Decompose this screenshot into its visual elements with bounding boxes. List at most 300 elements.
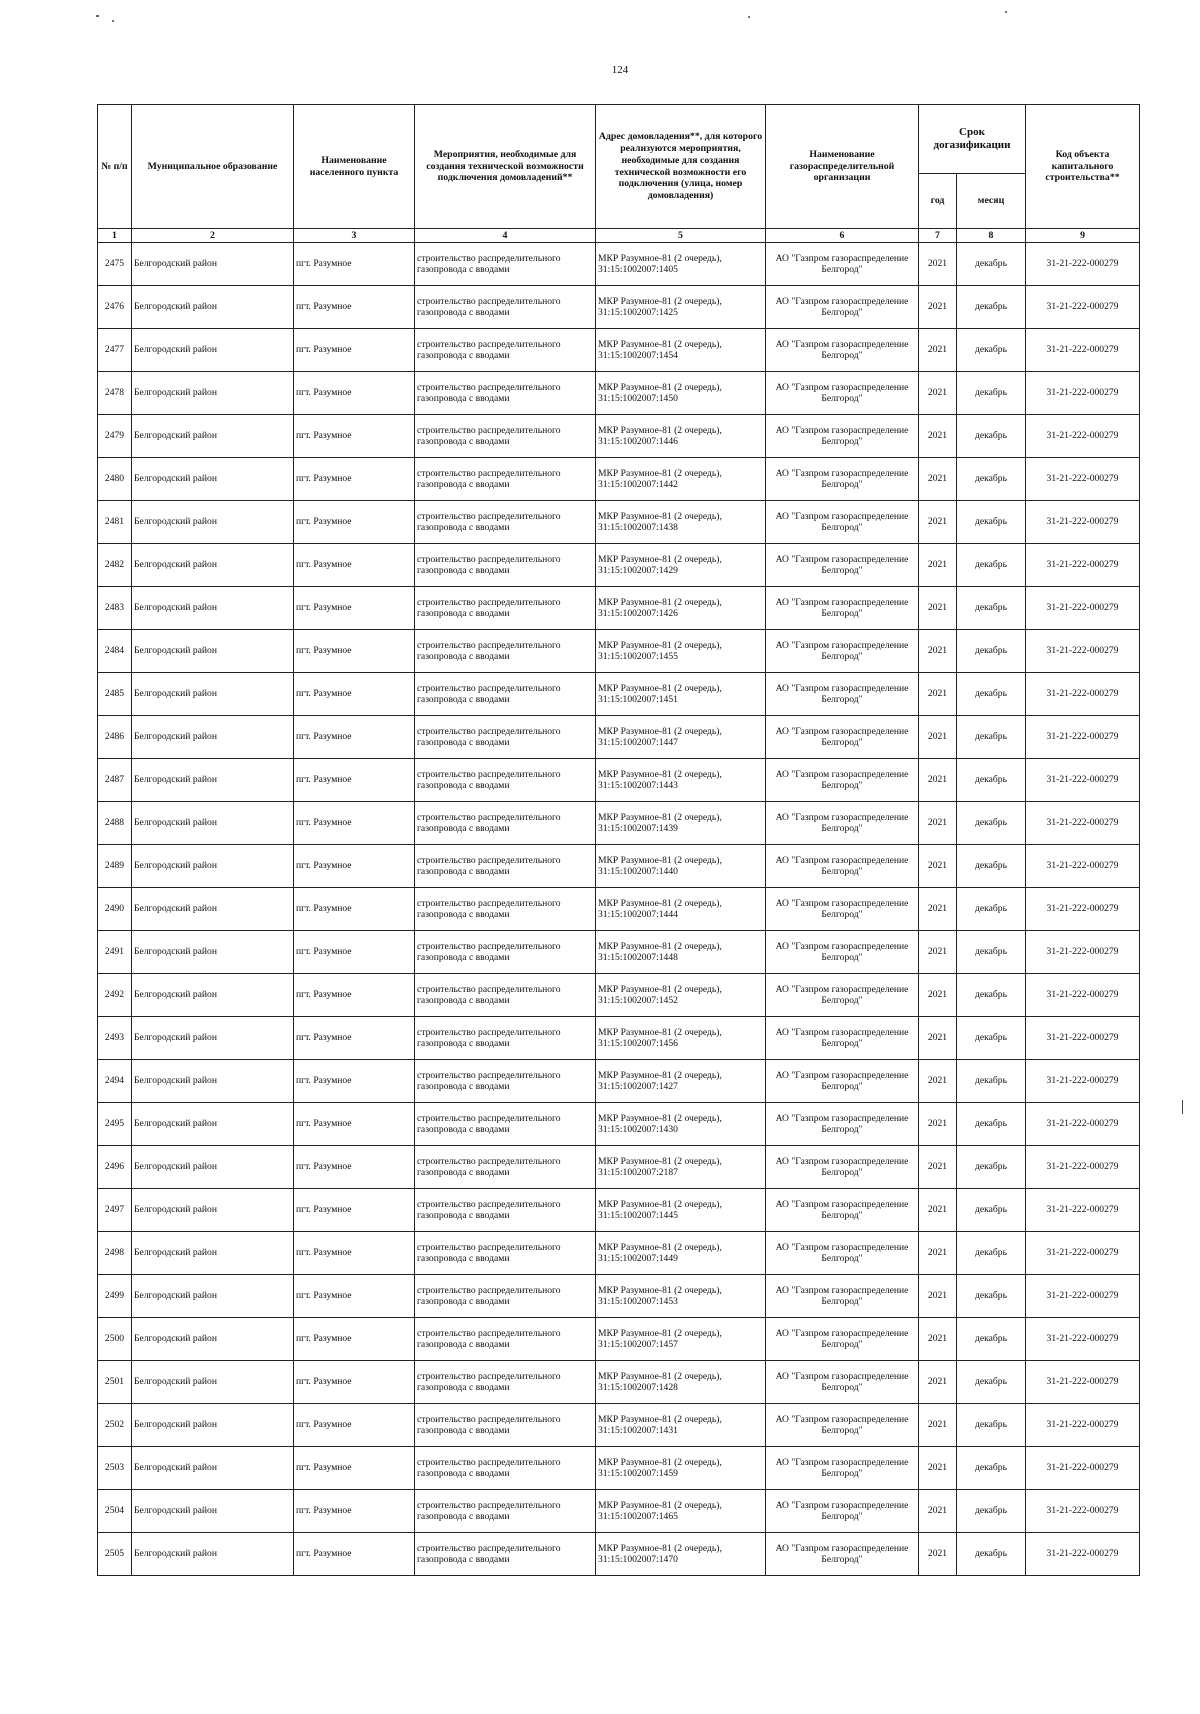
settlement-cell: пгт. Разумное [294,974,415,1017]
code-cell: 31-21-222-000279 [1026,673,1140,716]
organization-cell: АО "Газпром газораспределение Белгород" [766,1447,919,1490]
event-cell: строительство распределительного газопровода с вводами [415,1404,596,1447]
municipality-cell: Белгородский район [132,544,294,587]
row-number: 2493 [98,1017,132,1060]
column-number: 8 [957,229,1026,243]
column-number: 4 [415,229,596,243]
code-cell: 31-21-222-000279 [1026,372,1140,415]
table-row [98,716,1140,759]
settlement-cell: пгт. Разумное [294,1189,415,1232]
row-number: 2489 [98,845,132,888]
address-cell: МКР Разумное-81 (2 очередь), 31:15:1002007:1444 [596,888,766,931]
organization-cell: АО "Газпром газораспределение Белгород" [766,587,919,630]
settlement-cell: пгт. Разумное [294,372,415,415]
month-cell: декабрь [957,931,1026,974]
table-row [98,630,1140,673]
code-cell: 31-21-222-000279 [1026,1533,1140,1576]
event-cell: строительство распределительного газопровода с вводами [415,329,596,372]
year-cell: 2021 [919,544,957,587]
month-cell: декабрь [957,716,1026,759]
table-row [98,1232,1140,1275]
municipality-cell: Белгородский район [132,759,294,802]
header-code: Код объекта капитального строительства** [1026,105,1140,229]
header-row [98,105,1140,174]
table-row [98,673,1140,716]
year-cell: 2021 [919,501,957,544]
organization-cell: АО "Газпром газораспределение Белгород" [766,802,919,845]
municipality-cell: Белгородский район [132,974,294,1017]
month-cell: декабрь [957,458,1026,501]
municipality-cell: Белгородский район [132,931,294,974]
row-number: 2481 [98,501,132,544]
month-cell: декабрь [957,759,1026,802]
year-cell: 2021 [919,845,957,888]
settlement-cell: пгт. Разумное [294,1060,415,1103]
year-cell: 2021 [919,1318,957,1361]
row-number: 2477 [98,329,132,372]
event-cell: строительство распределительного газопровода с вводами [415,759,596,802]
settlement-cell: пгт. Разумное [294,802,415,845]
code-cell: 31-21-222-000279 [1026,587,1140,630]
table-row [98,1404,1140,1447]
organization-cell: АО "Газпром газораспределение Белгород" [766,931,919,974]
settlement-cell: пгт. Разумное [294,243,415,286]
table-row [98,974,1140,1017]
month-cell: декабрь [957,673,1026,716]
table-row [98,1361,1140,1404]
municipality-cell: Белгородский район [132,845,294,888]
year-cell: 2021 [919,673,957,716]
year-cell: 2021 [919,630,957,673]
organization-cell: АО "Газпром газораспределение Белгород" [766,974,919,1017]
header-organization: Наименование газораспределительной организации [766,105,919,229]
year-cell: 2021 [919,286,957,329]
code-cell: 31-21-222-000279 [1026,630,1140,673]
header-settlement: Наименование населенного пункта [294,105,415,229]
table-row [98,587,1140,630]
header-term: Срок догазификации [919,105,1026,174]
event-cell: строительство распределительного газопровода с вводами [415,1017,596,1060]
settlement-cell: пгт. Разумное [294,1404,415,1447]
code-cell: 31-21-222-000279 [1026,1490,1140,1533]
year-cell: 2021 [919,1017,957,1060]
month-cell: декабрь [957,329,1026,372]
municipality-cell: Белгородский район [132,415,294,458]
row-number: 2490 [98,888,132,931]
year-cell: 2021 [919,759,957,802]
municipality-cell: Белгородский район [132,1275,294,1318]
municipality-cell: Белгородский район [132,1060,294,1103]
month-cell: декабрь [957,1232,1026,1275]
scan-speck [748,16,750,18]
settlement-cell: пгт. Разумное [294,931,415,974]
table-row [98,1146,1140,1189]
address-cell: МКР Разумное-81 (2 очередь), 31:15:1002007:1457 [596,1318,766,1361]
table-row [98,1447,1140,1490]
address-cell: МКР Разумное-81 (2 очередь), 31:15:1002007:1439 [596,802,766,845]
settlement-cell: пгт. Разумное [294,1447,415,1490]
organization-cell: АО "Газпром газораспределение Белгород" [766,1275,919,1318]
page-number: 124 [611,64,629,76]
organization-cell: АО "Газпром газораспределение Белгород" [766,544,919,587]
settlement-cell: пгт. Разумное [294,1017,415,1060]
table-row [98,888,1140,931]
row-number: 2503 [98,1447,132,1490]
year-cell: 2021 [919,1275,957,1318]
municipality-cell: Белгородский район [132,1490,294,1533]
event-cell: строительство распределительного газопровода с вводами [415,372,596,415]
row-number: 2505 [98,1533,132,1576]
row-number: 2496 [98,1146,132,1189]
column-number: 6 [766,229,919,243]
organization-cell: АО "Газпром газораспределение Белгород" [766,716,919,759]
organization-cell: АО "Газпром газораспределение Белгород" [766,1404,919,1447]
year-cell: 2021 [919,1533,957,1576]
event-cell: строительство распределительного газопровода с вводами [415,1103,596,1146]
settlement-cell: пгт. Разумное [294,1490,415,1533]
settlement-cell: пгт. Разумное [294,630,415,673]
month-cell: декабрь [957,501,1026,544]
event-cell: строительство распределительного газопровода с вводами [415,888,596,931]
scan-speck [1182,1100,1183,1114]
organization-cell: АО "Газпром газораспределение Белгород" [766,630,919,673]
code-cell: 31-21-222-000279 [1026,1275,1140,1318]
municipality-cell: Белгородский район [132,888,294,931]
year-cell: 2021 [919,716,957,759]
municipality-cell: Белгородский район [132,286,294,329]
table-row [98,1189,1140,1232]
code-cell: 31-21-222-000279 [1026,544,1140,587]
table-row [98,1533,1140,1576]
month-cell: декабрь [957,802,1026,845]
table-row [98,458,1140,501]
event-cell: строительство распределительного газопровода с вводами [415,1361,596,1404]
row-number: 2478 [98,372,132,415]
row-number: 2502 [98,1404,132,1447]
municipality-cell: Белгородский район [132,1189,294,1232]
month-cell: декабрь [957,243,1026,286]
year-cell: 2021 [919,415,957,458]
row-number: 2483 [98,587,132,630]
row-number: 2476 [98,286,132,329]
municipality-cell: Белгородский район [132,1146,294,1189]
event-cell: строительство распределительного газопровода с вводами [415,931,596,974]
scan-speck [1005,11,1007,13]
table-row [98,243,1140,286]
settlement-cell: пгт. Разумное [294,759,415,802]
month-cell: декабрь [957,1490,1026,1533]
code-cell: 31-21-222-000279 [1026,1060,1140,1103]
municipality-cell: Белгородский район [132,329,294,372]
code-cell: 31-21-222-000279 [1026,931,1140,974]
organization-cell: АО "Газпром газораспределение Белгород" [766,1533,919,1576]
organization-cell: АО "Газпром газораспределение Белгород" [766,372,919,415]
address-cell: МКР Разумное-81 (2 очередь), 31:15:1002007:1451 [596,673,766,716]
organization-cell: АО "Газпром газораспределение Белгород" [766,458,919,501]
year-cell: 2021 [919,372,957,415]
address-cell: МКР Разумное-81 (2 очередь), 31:15:1002007:1445 [596,1189,766,1232]
settlement-cell: пгт. Разумное [294,587,415,630]
code-cell: 31-21-222-000279 [1026,888,1140,931]
address-cell: МКР Разумное-81 (2 очередь), 31:15:1002007:1453 [596,1275,766,1318]
settlement-cell: пгт. Разумное [294,1533,415,1576]
row-number: 2482 [98,544,132,587]
address-cell: МКР Разумное-81 (2 очередь), 31:15:1002007:1429 [596,544,766,587]
table-row [98,415,1140,458]
code-cell: 31-21-222-000279 [1026,501,1140,544]
event-cell: строительство распределительного газопровода с вводами [415,630,596,673]
column-number: 5 [596,229,766,243]
table-row [98,1318,1140,1361]
organization-cell: АО "Газпром газораспределение Белгород" [766,415,919,458]
column-number: 1 [98,229,132,243]
address-cell: МКР Разумное-81 (2 очередь), 31:15:1002007:1446 [596,415,766,458]
address-cell: МКР Разумное-81 (2 очередь), 31:15:1002007:1455 [596,630,766,673]
address-cell: МКР Разумное-81 (2 очередь), 31:15:1002007:1427 [596,1060,766,1103]
organization-cell: АО "Газпром газораспределение Белгород" [766,243,919,286]
organization-cell: АО "Газпром газораспределение Белгород" [766,1060,919,1103]
address-cell: МКР Разумное-81 (2 очередь), 31:15:1002007:1459 [596,1447,766,1490]
gasification-table [97,104,1140,1576]
month-cell: декабрь [957,415,1026,458]
event-cell: строительство распределительного газопровода с вводами [415,1146,596,1189]
year-cell: 2021 [919,1361,957,1404]
code-cell: 31-21-222-000279 [1026,802,1140,845]
address-cell: МКР Разумное-81 (2 очередь), 31:15:1002007:1442 [596,458,766,501]
year-cell: 2021 [919,1447,957,1490]
event-cell: строительство распределительного газопровода с вводами [415,1060,596,1103]
month-cell: декабрь [957,286,1026,329]
municipality-cell: Белгородский район [132,1103,294,1146]
table-row [98,845,1140,888]
code-cell: 31-21-222-000279 [1026,1404,1140,1447]
municipality-cell: Белгородский район [132,1404,294,1447]
municipality-cell: Белгородский район [132,1447,294,1490]
row-number: 2480 [98,458,132,501]
event-cell: строительство распределительного газопровода с вводами [415,415,596,458]
municipality-cell: Белгородский район [132,243,294,286]
column-number: 2 [132,229,294,243]
settlement-cell: пгт. Разумное [294,673,415,716]
month-cell: декабрь [957,1447,1026,1490]
organization-cell: АО "Газпром газораспределение Белгород" [766,1232,919,1275]
table-row [98,501,1140,544]
code-cell: 31-21-222-000279 [1026,1189,1140,1232]
header-municipality: Муниципальное образование [132,105,294,229]
municipality-cell: Белгородский район [132,1232,294,1275]
month-cell: декабрь [957,1189,1026,1232]
year-cell: 2021 [919,243,957,286]
year-cell: 2021 [919,1103,957,1146]
address-cell: МКР Разумное-81 (2 очередь), 31:15:1002007:1405 [596,243,766,286]
municipality-cell: Белгородский район [132,1318,294,1361]
row-number: 2484 [98,630,132,673]
organization-cell: АО "Газпром газораспределение Белгород" [766,1490,919,1533]
row-number: 2501 [98,1361,132,1404]
month-cell: декабрь [957,888,1026,931]
code-cell: 31-21-222-000279 [1026,974,1140,1017]
row-number: 2494 [98,1060,132,1103]
row-number: 2486 [98,716,132,759]
settlement-cell: пгт. Разумное [294,1361,415,1404]
address-cell: МКР Разумное-81 (2 очередь), 31:15:1002007:1430 [596,1103,766,1146]
settlement-cell: пгт. Разумное [294,415,415,458]
address-cell: МКР Разумное-81 (2 очередь), 31:15:1002007:1431 [596,1404,766,1447]
code-cell: 31-21-222-000279 [1026,1103,1140,1146]
code-cell: 31-21-222-000279 [1026,1447,1140,1490]
row-number: 2500 [98,1318,132,1361]
month-cell: декабрь [957,544,1026,587]
row-number: 2497 [98,1189,132,1232]
code-cell: 31-21-222-000279 [1026,716,1140,759]
settlement-cell: пгт. Разумное [294,1232,415,1275]
row-number: 2492 [98,974,132,1017]
address-cell: МКР Разумное-81 (2 очередь), 31:15:1002007:1425 [596,286,766,329]
address-cell: МКР Разумное-81 (2 очередь), 31:15:1002007:1454 [596,329,766,372]
table-row [98,931,1140,974]
settlement-cell: пгт. Разумное [294,286,415,329]
year-cell: 2021 [919,1189,957,1232]
row-number: 2488 [98,802,132,845]
settlement-cell: пгт. Разумное [294,845,415,888]
municipality-cell: Белгородский район [132,802,294,845]
table-row [98,372,1140,415]
month-cell: декабрь [957,1146,1026,1189]
municipality-cell: Белгородский район [132,1533,294,1576]
header-year: год [919,174,957,229]
header-month: месяц [957,174,1026,229]
settlement-cell: пгт. Разумное [294,1103,415,1146]
municipality-cell: Белгородский район [132,501,294,544]
month-cell: декабрь [957,630,1026,673]
event-cell: строительство распределительного газопровода с вводами [415,1490,596,1533]
event-cell: строительство распределительного газопровода с вводами [415,243,596,286]
address-cell: МКР Разумное-81 (2 очередь), 31:15:1002007:1443 [596,759,766,802]
organization-cell: АО "Газпром газораспределение Белгород" [766,1361,919,1404]
municipality-cell: Белгородский район [132,630,294,673]
settlement-cell: пгт. Разумное [294,501,415,544]
address-cell: МКР Разумное-81 (2 очередь), 31:15:1002007:1440 [596,845,766,888]
table-row [98,802,1140,845]
table-row [98,286,1140,329]
month-cell: декабрь [957,1275,1026,1318]
code-cell: 31-21-222-000279 [1026,243,1140,286]
scan-speck [96,15,99,17]
event-cell: строительство распределительного газопровода с вводами [415,673,596,716]
month-cell: декабрь [957,1017,1026,1060]
table-row [98,1103,1140,1146]
event-cell: строительство распределительного газопровода с вводами [415,1533,596,1576]
header-no: № п/п [98,105,132,229]
year-cell: 2021 [919,1146,957,1189]
month-cell: декабрь [957,974,1026,1017]
settlement-cell: пгт. Разумное [294,544,415,587]
event-cell: строительство распределительного газопровода с вводами [415,286,596,329]
event-cell: строительство распределительного газопровода с вводами [415,1189,596,1232]
address-cell: МКР Разумное-81 (2 очередь), 31:15:1002007:1426 [596,587,766,630]
municipality-cell: Белгородский район [132,372,294,415]
table-row [98,1490,1140,1533]
event-cell: строительство распределительного газопровода с вводами [415,1232,596,1275]
event-cell: строительство распределительного газопровода с вводами [415,1447,596,1490]
municipality-cell: Белгородский район [132,673,294,716]
event-cell: строительство распределительного газопровода с вводами [415,802,596,845]
settlement-cell: пгт. Разумное [294,888,415,931]
code-cell: 31-21-222-000279 [1026,1146,1140,1189]
scan-speck [112,20,114,22]
code-cell: 31-21-222-000279 [1026,1318,1140,1361]
code-cell: 31-21-222-000279 [1026,845,1140,888]
event-cell: строительство распределительного газопровода с вводами [415,458,596,501]
table-row [98,759,1140,802]
header-address: Адрес домовладения**, для которого реализуются мероприятия, необходимые для создания технической возможности его подключения (улица, номер домовладения) [596,105,766,229]
municipality-cell: Белгородский район [132,1361,294,1404]
address-cell: МКР Разумное-81 (2 очередь), 31:15:1002007:1447 [596,716,766,759]
row-number: 2487 [98,759,132,802]
year-cell: 2021 [919,1060,957,1103]
row-number: 2504 [98,1490,132,1533]
organization-cell: АО "Газпром газораспределение Белгород" [766,673,919,716]
row-number: 2485 [98,673,132,716]
year-cell: 2021 [919,974,957,1017]
address-cell: МКР Разумное-81 (2 очередь), 31:15:1002007:1448 [596,931,766,974]
code-cell: 31-21-222-000279 [1026,329,1140,372]
month-cell: декабрь [957,587,1026,630]
column-number: 3 [294,229,415,243]
column-number: 7 [919,229,957,243]
address-cell: МКР Разумное-81 (2 очередь), 31:15:1002007:1449 [596,1232,766,1275]
organization-cell: АО "Газпром газораспределение Белгород" [766,1146,919,1189]
settlement-cell: пгт. Разумное [294,1275,415,1318]
row-number: 2495 [98,1103,132,1146]
year-cell: 2021 [919,1490,957,1533]
organization-cell: АО "Газпром газораспределение Белгород" [766,286,919,329]
year-cell: 2021 [919,888,957,931]
month-cell: декабрь [957,1404,1026,1447]
code-cell: 31-21-222-000279 [1026,1232,1140,1275]
organization-cell: АО "Газпром газораспределение Белгород" [766,845,919,888]
address-cell: МКР Разумное-81 (2 очередь), 31:15:1002007:1428 [596,1361,766,1404]
municipality-cell: Белгородский район [132,716,294,759]
organization-cell: АО "Газпром газораспределение Белгород" [766,329,919,372]
event-cell: строительство распределительного газопровода с вводами [415,1275,596,1318]
month-cell: декабрь [957,1318,1026,1361]
month-cell: декабрь [957,372,1026,415]
organization-cell: АО "Газпром газораспределение Белгород" [766,759,919,802]
year-cell: 2021 [919,329,957,372]
month-cell: декабрь [957,1103,1026,1146]
settlement-cell: пгт. Разумное [294,716,415,759]
event-cell: строительство распределительного газопровода с вводами [415,501,596,544]
year-cell: 2021 [919,931,957,974]
address-cell: МКР Разумное-81 (2 очередь), 31:15:1002007:2187 [596,1146,766,1189]
table-row [98,329,1140,372]
settlement-cell: пгт. Разумное [294,1146,415,1189]
settlement-cell: пгт. Разумное [294,329,415,372]
year-cell: 2021 [919,802,957,845]
event-cell: строительство распределительного газопровода с вводами [415,1318,596,1361]
table-row [98,1275,1140,1318]
municipality-cell: Белгородский район [132,587,294,630]
settlement-cell: пгт. Разумное [294,458,415,501]
organization-cell: АО "Газпром газораспределение Белгород" [766,1103,919,1146]
organization-cell: АО "Газпром газораспределение Белгород" [766,1189,919,1232]
year-cell: 2021 [919,1404,957,1447]
row-number: 2498 [98,1232,132,1275]
event-cell: строительство распределительного газопровода с вводами [415,587,596,630]
year-cell: 2021 [919,458,957,501]
table-row [98,544,1140,587]
